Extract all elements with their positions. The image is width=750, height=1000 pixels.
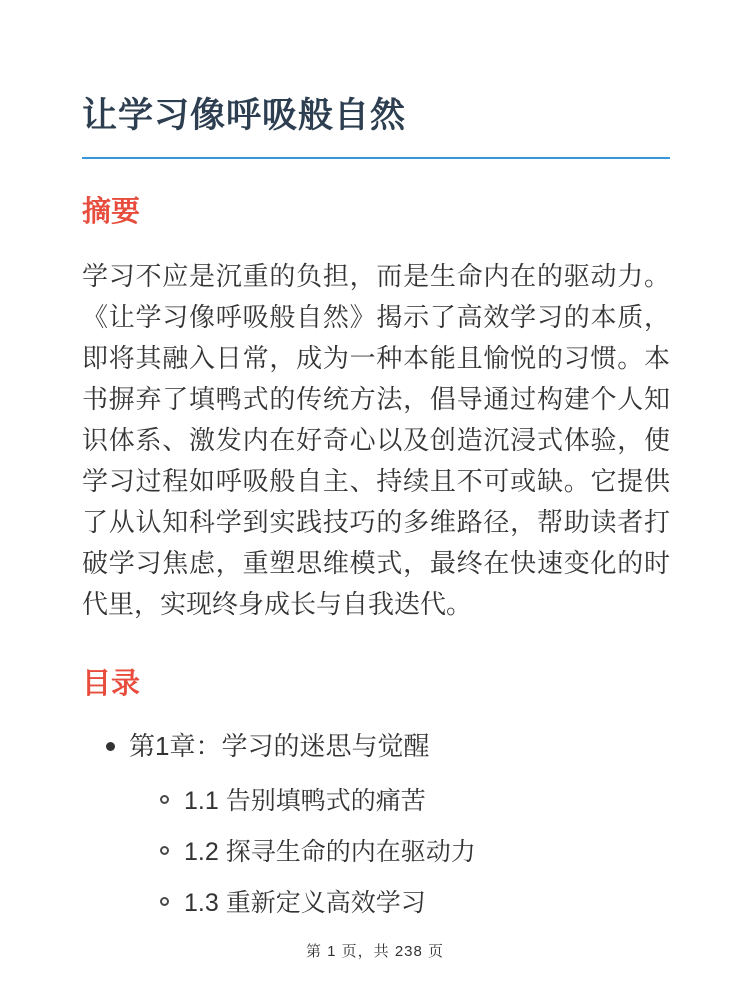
- disc-bullet-icon: [106, 742, 115, 751]
- page-number-indicator: 第 1 页，共 238 页: [305, 943, 445, 960]
- toc-heading: 目录: [82, 668, 141, 701]
- abstract-paragraph: 学习不应是沉重的负担，而是生命内在的驱动力。《让学习像呼吸般自然》揭示了高效学习的本质，即将其融入日常，成为一种本能且愉悦的习惯。本书摒弃了填鸭式的传统方法，倡导通过构建个人知识体系、激发内在好奇心以及创造沉浸式体验，使学习过程如呼吸般自主、持续且不可或缺。它提供了从认知科学到实践技巧的多维路径，帮助读者打破学习焦虑，重塑思维模式，最终在快速变化的时代里，实现终身成长与自我迭代。: [82, 261, 670, 620]
- toc-sublist: [82, 784, 670, 920]
- toc-subitem: [82, 784, 670, 818]
- circle-bullet-icon: [160, 795, 169, 804]
- document-title: 让学习像呼吸般自然: [82, 92, 670, 159]
- toc-chapter-item: [82, 728, 670, 764]
- toc-list: [82, 728, 670, 920]
- toc-subitem: [82, 886, 670, 920]
- circle-bullet-icon: [160, 846, 169, 855]
- toc-subitem-label: 1.1 告别填鸭式的痛苦: [184, 786, 426, 815]
- toc-subitem-label: 1.3 重新定义高效学习: [184, 888, 426, 917]
- circle-bullet-icon: [160, 897, 169, 906]
- toc-subitem-label: 1.2 探寻生命的内在驱动力: [184, 837, 476, 866]
- toc-chapter-label: 第1章：学习的迷思与觉醒: [129, 730, 430, 761]
- abstract-heading: 摘要: [82, 196, 141, 229]
- toc-subitem: [82, 835, 670, 869]
